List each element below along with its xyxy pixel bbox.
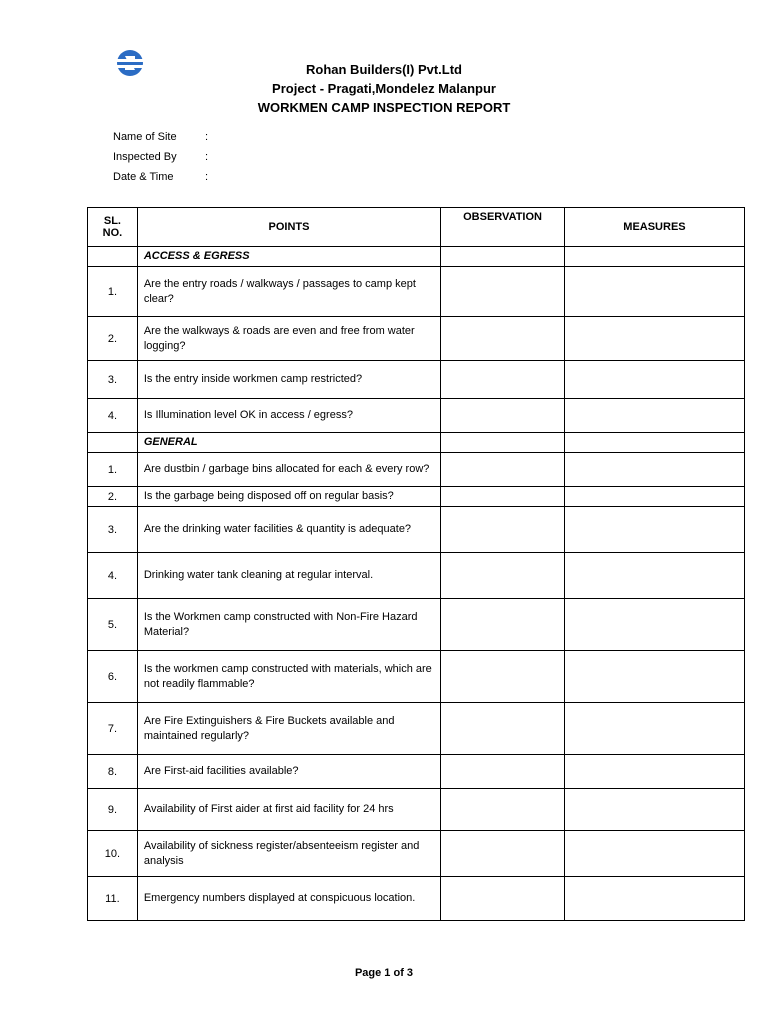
row-point: Is the garbage being disposed off on regular basis?: [137, 487, 440, 507]
table-row: [88, 789, 745, 831]
row-number: 4.: [88, 553, 138, 599]
row-number: 1.: [88, 267, 138, 317]
meta-row-inspector: [113, 147, 208, 167]
measures-cell[interactable]: [564, 553, 744, 599]
table-row: [88, 453, 745, 487]
row-point: Are First-aid facilities available?: [137, 755, 440, 789]
measures-cell[interactable]: [564, 651, 744, 703]
report-title: WORKMEN CAMP INSPECTION REPORT: [257, 100, 511, 115]
observation-cell[interactable]: [441, 487, 565, 507]
row-point: Are the entry roads / walkways / passages to camp kept clear?: [137, 267, 440, 317]
sl-header-line1: SL.: [103, 215, 121, 227]
sl-header-line2: NO.: [102, 227, 123, 239]
observation-cell[interactable]: [441, 553, 565, 599]
table-row: [88, 399, 745, 433]
inspected-by-label: Inspected By: [113, 151, 177, 163]
measures-cell[interactable]: [564, 361, 744, 399]
observation-cell[interactable]: [441, 703, 565, 755]
measures-cell[interactable]: [564, 267, 744, 317]
measures-cell[interactable]: [564, 789, 744, 831]
table-header-row: [88, 208, 745, 247]
row-point: Availability of sickness register/absenteeism register and analysis: [137, 831, 440, 877]
row-number: 4.: [88, 399, 138, 433]
observation-cell[interactable]: [441, 399, 565, 433]
row-number: 2.: [88, 487, 138, 507]
company-name: Rohan Builders(I) Pvt.Ltd: [306, 62, 462, 77]
row-number: 2.: [88, 317, 138, 361]
section-measures-cell: [564, 247, 744, 267]
inspection-table: [87, 207, 745, 921]
points-header: POINTS: [137, 208, 440, 247]
date-time-separator: :: [205, 171, 209, 183]
table-row: [88, 703, 745, 755]
observation-cell[interactable]: [441, 599, 565, 651]
row-number: 1.: [88, 453, 138, 487]
site-separator: :: [205, 131, 209, 143]
table-row: [88, 507, 745, 553]
meta-row-site: [113, 127, 208, 147]
section-observation-cell: [441, 247, 565, 267]
row-point: Are Fire Extinguishers & Fire Buckets available and maintained regularly?: [137, 703, 440, 755]
page-number: Page 1 of 3: [354, 967, 414, 979]
row-number: 7.: [88, 703, 138, 755]
row-point: Is the workmen camp constructed with materials, which are not readily flammable?: [137, 651, 440, 703]
row-point: Emergency numbers displayed at conspicuous location.: [137, 877, 440, 921]
row-point: Drinking water tank cleaning at regular interval.: [137, 553, 440, 599]
row-number: 3.: [88, 361, 138, 399]
measures-header: MEASURES: [564, 208, 744, 247]
report-header: [0, 60, 768, 117]
row-point: Are dustbin / garbage bins allocated for each & every row?: [137, 453, 440, 487]
row-point: Are the drinking water facilities & quantity is adequate?: [137, 507, 440, 553]
sl-no-header: [88, 208, 138, 247]
row-point: Is Illumination level OK in access / egress?: [137, 399, 440, 433]
section-measures-cell: [564, 433, 744, 453]
measures-cell[interactable]: [564, 399, 744, 433]
table-row: [88, 487, 745, 507]
observation-cell[interactable]: [441, 831, 565, 877]
observation-cell[interactable]: [441, 755, 565, 789]
measures-cell[interactable]: [564, 599, 744, 651]
meta-row-date: [113, 167, 208, 187]
table-row: [88, 651, 745, 703]
row-number: 6.: [88, 651, 138, 703]
table-row: [88, 599, 745, 651]
observation-cell[interactable]: [441, 651, 565, 703]
measures-cell[interactable]: [564, 507, 744, 553]
observation-cell[interactable]: [441, 877, 565, 921]
section-observation-cell: [441, 433, 565, 453]
row-number: 5.: [88, 599, 138, 651]
table-row: [88, 361, 745, 399]
table-row: [88, 831, 745, 877]
observation-cell[interactable]: [441, 267, 565, 317]
row-point: Availability of First aider at first aid facility for 24 hrs: [137, 789, 440, 831]
measures-cell[interactable]: [564, 487, 744, 507]
date-time-label: Date & Time: [113, 171, 174, 183]
measures-cell[interactable]: [564, 877, 744, 921]
table-row: [88, 755, 745, 789]
section-title: ACCESS & EGRESS: [137, 247, 440, 267]
table-row: [88, 877, 745, 921]
observation-cell[interactable]: [441, 453, 565, 487]
project-name: Project - Pragati,Mondelez Malanpur: [272, 81, 496, 96]
row-point: Are the walkways & roads are even and free from water logging?: [137, 317, 440, 361]
observation-cell[interactable]: [441, 317, 565, 361]
measures-cell[interactable]: [564, 317, 744, 361]
row-number: 11.: [88, 877, 138, 921]
table-row: [88, 317, 745, 361]
row-point: Is the entry inside workmen camp restricted?: [137, 361, 440, 399]
observation-cell[interactable]: [441, 361, 565, 399]
row-number: 8.: [88, 755, 138, 789]
section-sl-cell: [88, 433, 138, 453]
measures-cell[interactable]: [564, 831, 744, 877]
section-row-general: [88, 433, 745, 453]
site-label: Name of Site: [113, 131, 177, 143]
section-row-access-egress: [88, 247, 745, 267]
section-title: GENERAL: [137, 433, 440, 453]
table-row: [88, 553, 745, 599]
observation-cell[interactable]: [441, 507, 565, 553]
row-point: Is the Workmen camp constructed with Non-Fire Hazard Material?: [137, 599, 440, 651]
observation-header: OBSERVATION: [441, 208, 565, 247]
row-number: 9.: [88, 789, 138, 831]
observation-cell[interactable]: [441, 789, 565, 831]
section-sl-cell: [88, 247, 138, 267]
table-row: [88, 267, 745, 317]
report-meta: [113, 127, 208, 187]
measures-cell[interactable]: [564, 453, 744, 487]
measures-cell[interactable]: [564, 703, 744, 755]
row-number: 10.: [88, 831, 138, 877]
inspected-by-separator: :: [205, 151, 209, 163]
measures-cell[interactable]: [564, 755, 744, 789]
row-number: 3.: [88, 507, 138, 553]
